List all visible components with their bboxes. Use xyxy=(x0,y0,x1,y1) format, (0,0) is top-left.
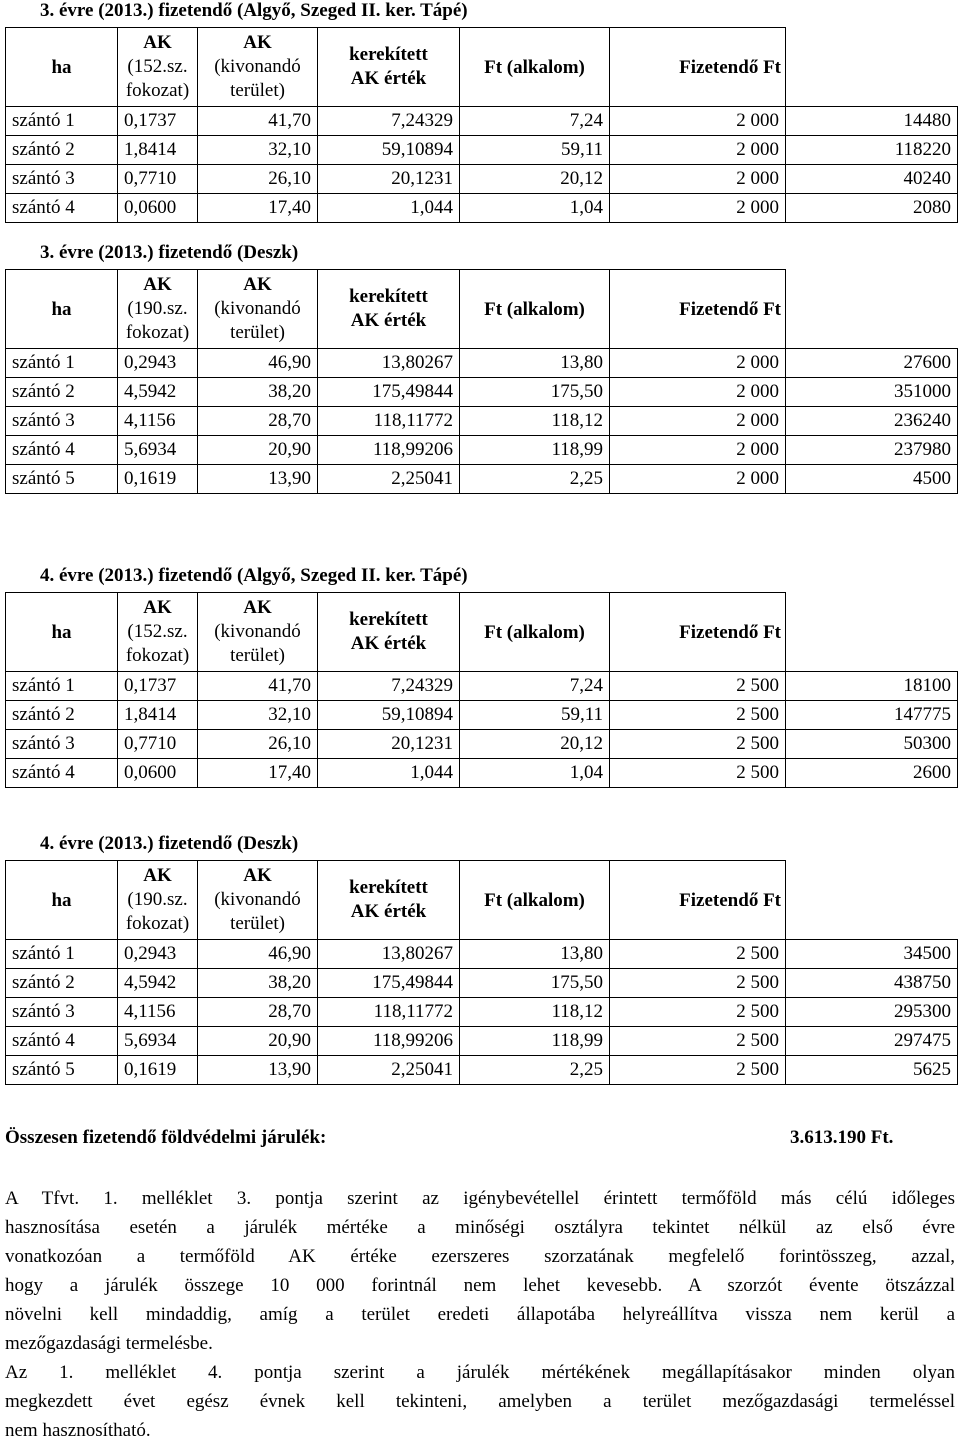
table-cell: 41,70 xyxy=(198,107,318,136)
table-cell: 118,99206 xyxy=(318,1027,460,1056)
header-line: (190.sz. xyxy=(127,889,188,910)
table-cell: 2,25 xyxy=(460,465,610,494)
header-line: AK xyxy=(243,865,272,886)
header-line: AK érték xyxy=(350,68,427,89)
table-cell: 2 000 xyxy=(610,407,786,436)
table-row xyxy=(6,407,958,436)
table-cell: 17,40 xyxy=(198,194,318,223)
header-line: AK érték xyxy=(350,901,427,922)
header-rounded xyxy=(318,593,460,672)
header-line: (190.sz. xyxy=(127,298,188,319)
header-line: fokozat) xyxy=(125,645,190,666)
table-header-row xyxy=(6,593,958,672)
table-cell: 0,7710 xyxy=(118,165,198,194)
header-ft: Ft (alkalom) xyxy=(460,861,610,940)
table-cell: 2 500 xyxy=(610,969,786,998)
table-cell: 2 500 xyxy=(610,672,786,701)
header-line: AK xyxy=(243,597,272,618)
table-cell: 295300 xyxy=(786,998,958,1027)
table-cell: 118220 xyxy=(786,136,958,165)
table-cell: szántó 4 xyxy=(6,1027,118,1056)
table-cell: 32,10 xyxy=(198,136,318,165)
header-line: terület) xyxy=(230,645,285,666)
table-cell: szántó 2 xyxy=(6,136,118,165)
table-cell: 118,99 xyxy=(460,1027,610,1056)
table-cell: 0,2943 xyxy=(118,349,198,378)
table-cell: 2 000 xyxy=(610,465,786,494)
table-cell: 4500 xyxy=(786,465,958,494)
table-cell: 2 000 xyxy=(610,194,786,223)
table-cell: szántó 3 xyxy=(6,407,118,436)
table-cell: 351000 xyxy=(786,378,958,407)
table-row xyxy=(6,165,958,194)
header-line: AK xyxy=(143,597,172,618)
table-cell: 2 500 xyxy=(610,1027,786,1056)
paragraph-1 xyxy=(5,1184,955,1358)
header-ak-grade xyxy=(118,270,198,349)
table-cell: 13,80 xyxy=(460,940,610,969)
table-cell: 2 000 xyxy=(610,436,786,465)
paragraph-line: hasznosítása esetén a járulék mértéke a minőségi osztályra tekintet nélkül az első évre xyxy=(5,1217,955,1238)
header-ft: Ft (alkalom) xyxy=(460,593,610,672)
header-line: kerekített xyxy=(349,609,428,630)
paragraph-line: vonatkozóan a termőföld AK értéke ezerszeres szorzatának megfelelő forintösszeg, azzal, xyxy=(5,1246,955,1267)
header-rounded xyxy=(318,861,460,940)
table-cell: 13,90 xyxy=(198,1056,318,1085)
table-cell: 0,0600 xyxy=(118,759,198,788)
table-cell: 2600 xyxy=(786,759,958,788)
table-cell: 28,70 xyxy=(198,407,318,436)
section-title: 3. évre (2013.) fizetendő (Algyő, Szeged II. ker. Tápé) xyxy=(40,0,468,21)
header-ak-grade xyxy=(118,28,198,107)
paragraph-line: A Tfvt. 1. melléklet 3. pontja szerint az igénybevétellel érintett termőföld más célú időleges xyxy=(5,1188,955,1209)
table-cell: 14480 xyxy=(786,107,958,136)
table-cell: 7,24329 xyxy=(318,107,460,136)
header-line: AK xyxy=(143,32,172,53)
paragraph-line: növelni kell mindaddig, amíg a terület eredeti állapotába helyreállítva vissza nem kerül a xyxy=(5,1304,955,1325)
table-row xyxy=(6,998,958,1027)
table-cell: 2 500 xyxy=(610,1056,786,1085)
header-ak-deduct xyxy=(198,861,318,940)
header-line: kerekített xyxy=(349,286,428,307)
table-cell: 2,25041 xyxy=(318,1056,460,1085)
table-cell: szántó 1 xyxy=(6,672,118,701)
table-row xyxy=(6,378,958,407)
table-cell: 175,50 xyxy=(460,969,610,998)
table-cell: 46,90 xyxy=(198,349,318,378)
table-header-row xyxy=(6,28,958,107)
header-line: fokozat) xyxy=(125,80,190,101)
table-cell: 0,1737 xyxy=(118,672,198,701)
table-cell: 13,80267 xyxy=(318,940,460,969)
header-line: fokozat) xyxy=(125,913,190,934)
table-cell: 118,11772 xyxy=(318,998,460,1027)
table-cell: 0,0600 xyxy=(118,194,198,223)
table-cell: 0,1619 xyxy=(118,1056,198,1085)
header-line: AK xyxy=(143,274,172,295)
table-cell: 20,90 xyxy=(198,1027,318,1056)
header-line: (152.sz. xyxy=(127,621,188,642)
table-cell: 2 000 xyxy=(610,165,786,194)
table-cell: 20,1231 xyxy=(318,165,460,194)
table-cell: szántó 3 xyxy=(6,165,118,194)
total-line xyxy=(5,1127,955,1150)
table-cell: 38,20 xyxy=(198,969,318,998)
table-cell: 34500 xyxy=(786,940,958,969)
table-cell: 20,90 xyxy=(198,436,318,465)
header-ak-grade xyxy=(118,593,198,672)
table-cell: 2 500 xyxy=(610,998,786,1027)
fee-table xyxy=(5,592,958,788)
table-cell: szántó 4 xyxy=(6,194,118,223)
paragraph-2 xyxy=(5,1358,955,1445)
header-ha: ha xyxy=(6,593,118,672)
table-cell: 20,12 xyxy=(460,730,610,759)
table-cell: 2 000 xyxy=(610,349,786,378)
fee-table xyxy=(5,860,958,1085)
table-cell: szántó 1 xyxy=(6,107,118,136)
table-cell: 1,044 xyxy=(318,194,460,223)
header-payable: Fizetendő Ft xyxy=(610,861,786,940)
table-cell: 175,49844 xyxy=(318,969,460,998)
table-cell: 7,24329 xyxy=(318,672,460,701)
header-ft: Ft (alkalom) xyxy=(460,28,610,107)
header-line: terület) xyxy=(230,80,285,101)
header-line: AK xyxy=(243,32,272,53)
table-cell: 26,10 xyxy=(198,730,318,759)
paragraph-line: Az 1. melléklet 4. pontja szerint a járulék mértékének megállapításakor minden olyan xyxy=(5,1362,955,1383)
table-cell: szántó 2 xyxy=(6,969,118,998)
header-line: (152.sz. xyxy=(127,56,188,77)
table-row xyxy=(6,465,958,494)
header-payable: Fizetendő Ft xyxy=(610,28,786,107)
table-cell: 41,70 xyxy=(198,672,318,701)
table-cell: 0,1737 xyxy=(118,107,198,136)
table-cell: 40240 xyxy=(786,165,958,194)
paragraph-line: nem hasznosítható. xyxy=(5,1420,151,1441)
table-cell: 7,24 xyxy=(460,672,610,701)
table-cell: 28,70 xyxy=(198,998,318,1027)
table-cell: 50300 xyxy=(786,730,958,759)
header-rounded xyxy=(318,270,460,349)
table-row xyxy=(6,730,958,759)
table-cell: 4,5942 xyxy=(118,969,198,998)
header-line: AK xyxy=(143,865,172,886)
table-row xyxy=(6,969,958,998)
table-cell: 2080 xyxy=(786,194,958,223)
table-row xyxy=(6,759,958,788)
header-line: AK érték xyxy=(350,310,427,331)
table-cell: 2 500 xyxy=(610,701,786,730)
table-cell: 2 500 xyxy=(610,730,786,759)
table-cell: szántó 3 xyxy=(6,730,118,759)
table-row xyxy=(6,1027,958,1056)
table-cell: 32,10 xyxy=(198,701,318,730)
table-cell: 5,6934 xyxy=(118,436,198,465)
table-cell: 236240 xyxy=(786,407,958,436)
table-cell: szántó 5 xyxy=(6,465,118,494)
section-title: 4. évre (2013.) fizetendő (Algyő, Szeged II. ker. Tápé) xyxy=(40,565,468,586)
table-cell: szántó 1 xyxy=(6,349,118,378)
header-rounded xyxy=(318,28,460,107)
table-cell: szántó 4 xyxy=(6,759,118,788)
table-cell: 59,10894 xyxy=(318,701,460,730)
table-cell: 46,90 xyxy=(198,940,318,969)
header-ak-deduct xyxy=(198,28,318,107)
table-row xyxy=(6,940,958,969)
header-line: terület) xyxy=(230,913,285,934)
header-line: kerekített xyxy=(349,44,428,65)
header-line: AK xyxy=(243,274,272,295)
table-row xyxy=(6,436,958,465)
table-cell: szántó 2 xyxy=(6,701,118,730)
table-cell: 38,20 xyxy=(198,378,318,407)
header-line: AK érték xyxy=(350,633,427,654)
table-cell: 1,04 xyxy=(460,759,610,788)
header-line: (kivonandó xyxy=(214,889,301,910)
header-ha: ha xyxy=(6,861,118,940)
table-row xyxy=(6,1056,958,1085)
table-header-row xyxy=(6,270,958,349)
table-cell: 2 000 xyxy=(610,107,786,136)
table-cell: 4,1156 xyxy=(118,407,198,436)
paragraph-line: megkezdett évet egész évnek kell tekinteni, amelyben a terület mezőgazdasági termeléssel xyxy=(5,1391,955,1412)
table-cell: 118,12 xyxy=(460,998,610,1027)
table-cell: 118,11772 xyxy=(318,407,460,436)
table-cell: 13,80 xyxy=(460,349,610,378)
table-cell: 0,1619 xyxy=(118,465,198,494)
table-cell: 1,04 xyxy=(460,194,610,223)
table-row xyxy=(6,107,958,136)
table-cell: 17,40 xyxy=(198,759,318,788)
table-cell: 7,24 xyxy=(460,107,610,136)
table-row xyxy=(6,701,958,730)
table-cell: 5,6934 xyxy=(118,1027,198,1056)
table-cell: szántó 1 xyxy=(6,940,118,969)
table-cell: 2,25041 xyxy=(318,465,460,494)
table-cell: 1,8414 xyxy=(118,701,198,730)
table-cell: 20,12 xyxy=(460,165,610,194)
table-cell: 2 000 xyxy=(610,378,786,407)
table-row xyxy=(6,349,958,378)
table-cell: 0,2943 xyxy=(118,940,198,969)
table-cell: 59,11 xyxy=(460,701,610,730)
table-header-row xyxy=(6,861,958,940)
section-title: 3. évre (2013.) fizetendő (Deszk) xyxy=(40,242,299,263)
table-row xyxy=(6,194,958,223)
header-ak-grade xyxy=(118,861,198,940)
fee-table xyxy=(5,27,958,223)
header-line: (kivonandó xyxy=(214,56,301,77)
paragraph-line: mezőgazdasági termelésbe. xyxy=(5,1333,213,1354)
table-cell: szántó 4 xyxy=(6,436,118,465)
table-cell: 59,10894 xyxy=(318,136,460,165)
table-cell: 175,50 xyxy=(460,378,610,407)
header-line: fokozat) xyxy=(125,322,190,343)
table-cell: 175,49844 xyxy=(318,378,460,407)
table-cell: 2,25 xyxy=(460,1056,610,1085)
header-ft: Ft (alkalom) xyxy=(460,270,610,349)
header-ak-deduct xyxy=(198,593,318,672)
table-cell: 20,1231 xyxy=(318,730,460,759)
table-cell: 118,99 xyxy=(460,436,610,465)
table-cell: 118,12 xyxy=(460,407,610,436)
header-ha: ha xyxy=(6,270,118,349)
table-cell: szántó 3 xyxy=(6,998,118,1027)
header-line: (kivonandó xyxy=(214,298,301,319)
header-payable: Fizetendő Ft xyxy=(610,593,786,672)
table-cell: 4,1156 xyxy=(118,998,198,1027)
table-cell: 438750 xyxy=(786,969,958,998)
table-cell: 13,90 xyxy=(198,465,318,494)
table-cell: 1,8414 xyxy=(118,136,198,165)
table-cell: 297475 xyxy=(786,1027,958,1056)
header-payable: Fizetendő Ft xyxy=(610,270,786,349)
table-row xyxy=(6,672,958,701)
table-row xyxy=(6,136,958,165)
total-value: 3.613.190 Ft. xyxy=(790,1127,894,1148)
table-cell: 147775 xyxy=(786,701,958,730)
table-cell: 4,5942 xyxy=(118,378,198,407)
table-cell: 5625 xyxy=(786,1056,958,1085)
table-cell: 26,10 xyxy=(198,165,318,194)
table-cell: 237980 xyxy=(786,436,958,465)
table-cell: 2 500 xyxy=(610,940,786,969)
table-cell: 59,11 xyxy=(460,136,610,165)
fee-table xyxy=(5,269,958,494)
table-cell: 1,044 xyxy=(318,759,460,788)
table-cell: 118,99206 xyxy=(318,436,460,465)
header-ak-deduct xyxy=(198,270,318,349)
table-cell: 13,80267 xyxy=(318,349,460,378)
table-cell: 2 000 xyxy=(610,136,786,165)
table-cell: 18100 xyxy=(786,672,958,701)
header-line: terület) xyxy=(230,322,285,343)
paragraph-line: hogy a járulék összege 10 000 forintnál nem lehet kevesebb. A szorzót évente ötszázzal xyxy=(5,1275,955,1296)
table-cell: 27600 xyxy=(786,349,958,378)
table-cell: szántó 5 xyxy=(6,1056,118,1085)
total-label: Összesen fizetendő földvédelmi járulék: xyxy=(5,1127,327,1148)
header-line: (kivonandó xyxy=(214,621,301,642)
section-title: 4. évre (2013.) fizetendő (Deszk) xyxy=(40,833,299,854)
table-cell: szántó 2 xyxy=(6,378,118,407)
header-ha: ha xyxy=(6,28,118,107)
table-cell: 2 500 xyxy=(610,759,786,788)
table-cell: 0,7710 xyxy=(118,730,198,759)
header-line: kerekített xyxy=(349,877,428,898)
